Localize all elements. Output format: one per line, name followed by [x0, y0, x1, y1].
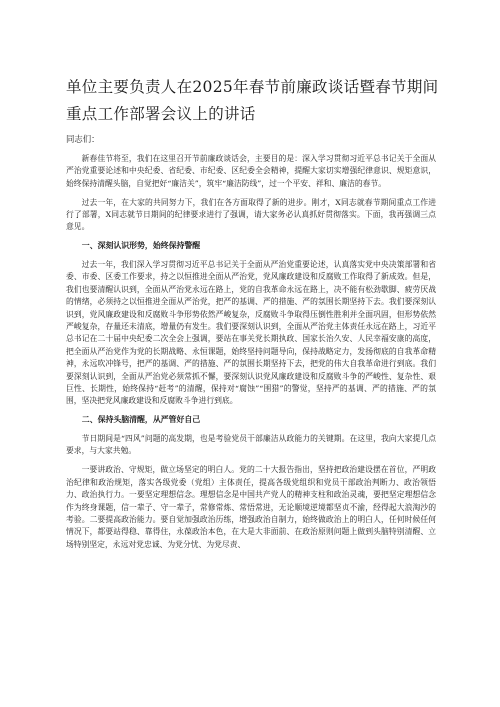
document-body [66, 153, 436, 558]
section-heading-2: 二、保持头脑清醒，从严管好自己 [81, 415, 201, 425]
page-title: 单位主要负责人在2025年春节前廉政谈话暨春节期间重点工作部署会议上的讲话 [66, 78, 439, 123]
greeting: 同志们： [66, 134, 100, 144]
section-1-text: 过去一年，我们深入学习贯彻习近平总书记关于全面从严治党重要论述，认真落实党中央决策部署和省委、市委、区委工作要求，持之以恒推进全面从严治党，党风廉政建设和反腐败工作取得了新成效。但是，我们也要清醒认识到，全面从严治党永远在路上，党的自我革命永远在路上，决不能有松劲歇脚、疲劳厌战的情绪，必须持之以恒推进全面从严治党，把严的基调、严的措施、严的氛围长期坚持下去。我们要深刻认识到，党风廉政建设和反腐败斗争形势依然严峻复杂，反腐败斗争取得压倒性胜利并全面巩固，但形势依然严峻复杂，存量还未清底，增量仍有发生。我们要深刻认识到，全面从严治党主体责任永远在路上，习近平总书记在二十届中央纪委二次全会上强调，要站在事关党长期执政、国家长治久安、人民幸福安康的高度，把全面从严治党作为党的长期战略、永恒课题，始终坚持问题导向，保持战略定力，发扬彻底的自我革命精神，永远吹冲锋号，把严的基调、严的措施、严的氛围长期坚持下去，把党的伟大自我革命进行到底。我们要深刻认识到，全面从严治党必须常抓不懈，要深刻认识党风廉政建设和反腐败斗争的严峻性、复杂性、艰巨性、长期性，始终保持“赶考”的清醒，保持对“腐蚀”“围猎”的警觉，坚持严的基调、严的措施、严的氛围，坚决把党风廉政建设和反腐败斗争进行到底。 [66, 260, 436, 406]
section-heading-1: 一、深刻认识形势，始终保持警醒 [81, 241, 201, 251]
paragraph-summary: 过去一年，在大家的共同努力下，我们在各方面取得了新的进步。刚才，X同志就春节期间重点工作进行了部署，X同志就节日期间的纪律要求进行了强调，请大家务必认真抓好贯彻落实。下面，我再强调三点意见。 [66, 197, 436, 232]
section-2-intro: 节日期间是“四风”问题的高发期，也是考验党员干部廉洁从政能力的关键期。在这里，我向大家提几点要求，与大家共勉。 [66, 434, 436, 456]
section-2-text: 一要讲政治、守规矩，做立场坚定的明白人。党的二十大报告指出，坚持把政治建设摆在首位，严明政治纪律和政治规矩，落实各级党委（党组）主体责任，提高各级党组织和党员干部政治判断力、政治领悟力、政治执行力。一要坚定理想信念。理想信念是中国共产党人的精神支柱和政治灵魂，要把坚定理想信念作为终身课题，信一辈子、守一辈子，常修常炼、常悟常进，无论顺境逆境都坚贞不渝，经得起大浪淘沙的考验。二要提高政治能力。要自觉加强政治历练，增强政治自制力，始终做政治上的明白人，任何时候任何情况下，都要站得稳、靠得住，永葆政治本色，在大是大非面前、在政治原则问题上做到头脑特别清醒、立场特别坚定，永远对党忠诚、为党分忧、为党尽责、 [66, 465, 436, 549]
paragraph-opening: 新春佳节将至，我们在这里召开节前廉政谈话会，主要目的是：深入学习贯彻习近平总书记关于全面从严治党重要论述和中央纪委、省纪委、市纪委、区纪委全会精神，提醒大家切实增强纪律意识、规矩意识，始终保持清醒头脑，自觉把好“廉洁关”，筑牢“廉洁防线”，过一个平安、祥和、廉洁的春节。 [66, 154, 436, 188]
